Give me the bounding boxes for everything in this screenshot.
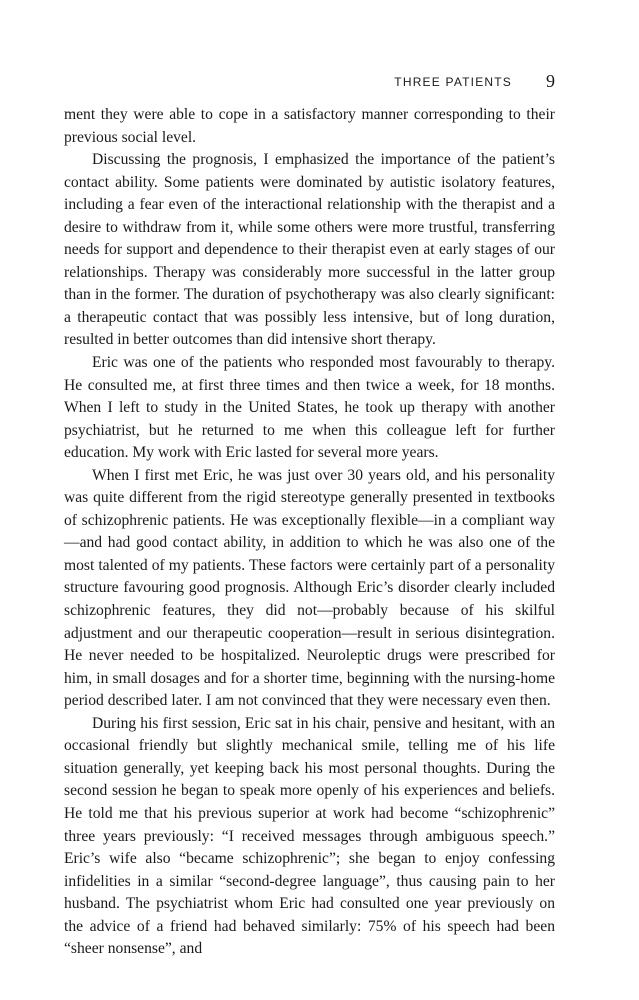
- paragraph: Discussing the prognosis, I emphasized the importance of the patient’s contact ability. Some patients were dominated by autistic isolatory features, including a fear even of the interactional relationship with the therapist and a desire to withdraw from it, while some others were more trustful, transferring needs for support and dependence to their therapist even at early stages of our relationships. Therapy was considerably more successful in the latter group than in the former. The duration of psychotherapy was also clearly significant: a therapeutic contact that was possibly less intensive, but of long duration, resulted in better outcomes than did intensive short therapy.: [64, 151, 555, 349]
- running-title: THREE PATIENTS: [394, 75, 512, 89]
- paragraph: ment they were able to cope in a satisfactory manner corresponding to their previous social level.: [64, 106, 555, 146]
- page-number: 9: [546, 71, 555, 91]
- body-text: [64, 104, 555, 961]
- paragraph: During his first session, Eric sat in his chair, pensive and hesitant, with an occasional friendly but slightly mechanical smile, telling me of his life situation generally, yet keeping back his most personal thoughts. During the second session he began to speak more openly of his experiences and beliefs. He told me that his previous superior at work had become “schizophrenic” three years previously: “I received messages through ambiguous speech.” Eric’s wife also “became schizophrenic”; she began to enjoy confessing infidelities in a similar “second-degree language”, thus causing pain to her husband. The psychiatrist whom Eric had consulted one year previously on the advice of a friend had behaved similarly: 75% of his speech had been “sheer nonsense”, and: [64, 714, 555, 958]
- running-head: [64, 71, 555, 95]
- paragraph: Eric was one of the patients who responded most favourably to therapy. He consulted me, at first three times and then twice a week, for 18 months. When I left to study in the United States, he took up therapy with another psychiatrist, but he returned to me when this colleague left for further education. My work with Eric lasted for several more years.: [64, 354, 555, 462]
- paragraph: When I first met Eric, he was just over 30 years old, and his personality was quite different from the rigid stereotype generally presented in textbooks of schizophrenic patients. He was exceptionally flexible—in a compliant way—and had good contact ability, in addition to which he was also one of the most talented of my patients. These factors were certainly part of a personality structure favouring good prognosis. Although Eric’s disorder clearly included schizophrenic features, they did not—probably because of his skilful adjustment and our therapeutic cooperation—result in serious disintegration. He never needed to be hospitalized. Neuroleptic drugs were prescribed for him, in small dosages and for a shorter time, beginning with the nursing-home period described later. I am not convinced that they were necessary even then.: [64, 466, 555, 710]
